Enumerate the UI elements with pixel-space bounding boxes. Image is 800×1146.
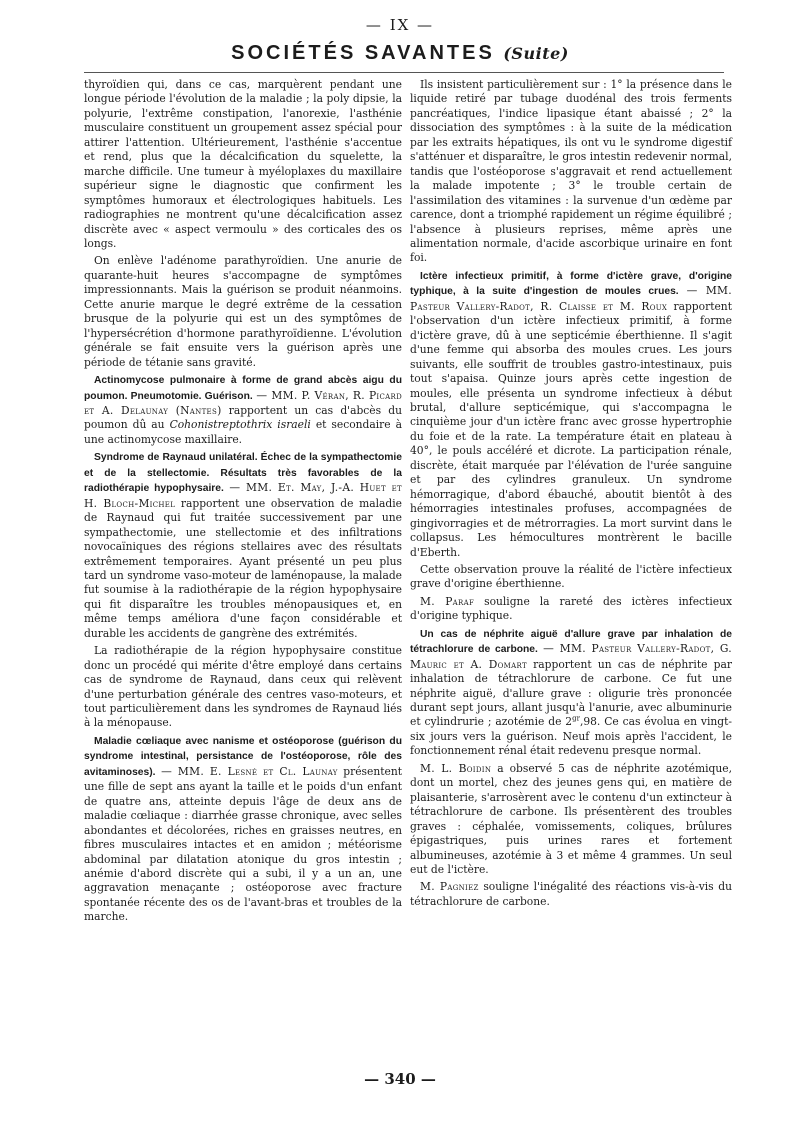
paragraph: Ils insistent particulièrement sur : 1° la présence dans le liquide retiré par tubage duodénal des trois ferments pancréatiques, l'indice lipasique étant abaissé ; 2° la dissociation des symptômes : à la suite de la médication par les extraits hépatiques, ils ont vu le syndrome digestif s'atténuer et disparaître, le gros intestin redevenir normal, tandis que l'ostéoporose s'aggravait et rend actuellement la malade impotente ; 3° le trouble certain de l'assimilation des vitamines : la survenue d'un œdème par carence, dont a triomphé rapidement un régime équilibré ; l'absence à plusieurs reprises, même après une alimentation normale, d'acide ascorbique urinaire en font foi. <box>410 78 732 265</box>
article-authors: — MM. Pasteur Vallery-Radot, R. Claisse et M. Roux <box>410 284 732 313</box>
article-title: Un cas de néphrite aiguë d'allure grave par inhalation de tétrachlorure de carbone. <box>410 628 732 656</box>
article-entry <box>84 373 402 447</box>
article-body: souligne la rareté des ictères infectieux d'origine typhique. <box>410 594 732 623</box>
article-authors: — MM. Pasteur Vallery-Radot, G. Mauric et A. Domart <box>410 642 733 671</box>
paragraph: thyroïdien qui, dans ce cas, marquèrent pendant une longue période l'évolution de la maladie ; la poly dipsie, la polyurie, l'extrême constipation, l'anorexie, l'asthénie musculaire constituent un groupement assez spécial pour attirer l'attention. Ultérieurement, l'asthénie s'accentue et rend, plus que la décalcification du squelette, la marche difficile. Une tumeur à myéloplaxes du maxillaire supérieur signe le diagnostic que confirment les symptômes humoraux et électrologiques habituels. Les radiographies ne montrent qu'une décalcification assez discrète avec « aspect vermoulu » des corticales des os longs. <box>84 78 402 250</box>
article-entry <box>410 269 732 560</box>
roman-page-number: — IX — <box>365 16 435 34</box>
section-title: SOCIÉTÉS SAVANTES <box>231 42 495 64</box>
article-title: Syndrome de Raynaud unilatéral. Échec de la sympathectomie et de la stellectomie. Résultats très favorables de la radiothérapie hypophysaire. <box>84 452 402 495</box>
article-entry <box>410 762 732 878</box>
article-title: Maladie cœliaque avec nanisme et ostéoporose (guérison du syndrome intestinal, persistance de l'ostéoporose, rôle des avitaminoses). <box>84 735 402 778</box>
article-entry <box>84 734 402 925</box>
article-authors: M. L. Boidin <box>420 761 492 775</box>
article-body: rapportent une observation de maladie de Raynaud qui fut traitée successivement par une sympathectomie, une stellectomie et des infiltrations novocaïniques des régions stellaires avec des résultats extrêmement temporaires. Ayant présenté un peu plus tard un syndrome vaso-moteur de laménopause, la malade fut soumise à la radiothérapie de la région hypophysaire qui fit disparaître les troubles ménopausiques et, en même temps améliora d'une façon considérable et durable les accidents de gangrène des extrémités. <box>84 496 402 640</box>
article-title: Ictère infectieux primitif, à forme d'ictère grave, d'origine typhique, à la suite d'ingestion de moules crues. <box>410 270 732 298</box>
species-name: Cohonistreptothrix israeli <box>169 418 311 432</box>
article-entry <box>410 595 732 624</box>
article-entry <box>84 450 402 641</box>
left-column <box>84 78 402 925</box>
unit-superscript: gr <box>572 714 580 723</box>
paragraph: Cette observation prouve la réalité de l'ictère infectieux grave d'origine éberthienne. <box>410 562 732 591</box>
article-authors: M. Pagniez <box>420 880 479 894</box>
page-number: — 340 — <box>364 1070 436 1088</box>
article-body: rapportent un cas de néphrite par inhalation de tétrachlorure de carbone. Ce fut une néphrite aiguë, d'allure grave : oligurie très prononcée durant sept jours, allant jusqu'à l'anurie, avec albuminurie et cylindrurie ; azotémie de 2 <box>410 657 732 729</box>
paragraph: On enlève l'adénome parathyroïdien. Une anurie de quarante-huit heures s'accompagne de symptômes impressionnants. Mais la guérison se produit néanmoins. Cette anurie marque le degré extrême de la cessation brusque de la polyurie qui est un des symptômes de l'hypersécrétion d'hormone parathyroïdienne. L'évolution générale se fait ensuite vers la guérison après une période de tétanie sans gravité. <box>84 254 402 369</box>
article-body: a observé 5 cas de néphrite azotémique, dont un mortel, chez des jeunes gens qui, en matière de plaisanterie, s'arrosèrent avec le contenu d'un extincteur à tétrachlorure de carbone. Ils présentèrent des troubles graves : céphalée, vomissements, coliques, brûlures épigastriques, puis urines rares et fortement albumineuses, azotémie à 3 et même 4 grammes. Un seul eut de l'ictère. <box>410 761 733 877</box>
article-entry <box>410 880 732 909</box>
article-entry <box>410 627 732 759</box>
article-body: rapportent l'observation d'un ictère infectieux primitif, à forme d'ictère grave, dû à une septicémie éberthienne. Il s'agit d'une femme qui absorba des moules crues. Les jours suivants, elle souffrit de troubles gastro-intestinaux, puis tout s'apaisa. Quinze jours après cette ingestion de moules, elle présenta un syndrome infectieux à début brutal, d'allure septicémique, qui s'accompagna le cinquième jour d'un ictère franc avec grosse hypertrophie du foie et de la rate. La température était en plateau à 40°, le pouls accéléré et dicrote. La participation rénale, discrète, était marquée par l'élévation de l'urée sanguine et par des cylindres granuleux. Un syndrome hémorragique, d'abord ébauché, aboutit bientôt à des hémorragies intestinales profuses, accompagnées de gingivorragies et de métrorragies. La mort survint dans le collapsus. Les hémocultures montrèrent le bacille d'Eberth. <box>410 299 732 559</box>
right-column <box>410 78 732 909</box>
paragraph: La radiothérapie de la région hypophysaire constitue donc un procédé qui mérite d'être employé dans certains cas de syndrome de Raynaud, dans ceux qui relèvent d'une perturbation générale des centres vaso-moteurs, et tout particulièrement dans les syndromes de Raynaud liés à la ménopause. <box>84 644 402 730</box>
article-authors: — MM. E. Lesné et Cl. Launay <box>161 764 338 778</box>
article-body: souligne l'inégalité des réactions vis-à-vis du tétrachlorure de carbone. <box>410 880 732 908</box>
article-body: ,98. Ce cas évolua en vingt-six jours vers la guérison. Neuf mois après l'accident, le fonctionnement rénal était redevenu presque normal. <box>410 715 732 758</box>
article-title: Actinomycose pulmonaire à forme de grand abcès aigu du poumon. Pneumotomie. Guérison. <box>84 375 402 402</box>
article-body: présentent une fille de sept ans ayant la taille et le poids d'un enfant de quatre ans, atteinte depuis l'âge de deux ans de maladie cœliaque : diarrhée grasse chronique, avec selles abondantes et décolorées, riches en graisses neutres, en fibres musculaires intactes et en amidon ; météorisme abdominal par dilatation atonique du gros intestin ; anémie d'abord discrète qui a subi, il y a un an, une aggravation menaçante ; ostéoporose avec fracture spontanée récente des os de l'avant-bras et troubles de la marche. <box>84 764 403 924</box>
article-authors: — MM. Et. May, J.-A. Huet et H. Bloch-Michel <box>84 481 402 510</box>
section-title-suite: (Suite) <box>503 44 569 63</box>
article-authors: — MM. P. Véran, R. Picard et A. Delaunay (Nantes) <box>84 388 402 417</box>
article-body: et secondaire à une actinomycose maxillaire. <box>84 418 402 446</box>
article-body: rapportent un cas d'abcès du poumon dû au <box>84 403 402 432</box>
article-authors: M. Paraf <box>420 594 475 608</box>
page-title <box>0 42 800 65</box>
title-rule <box>84 72 724 73</box>
